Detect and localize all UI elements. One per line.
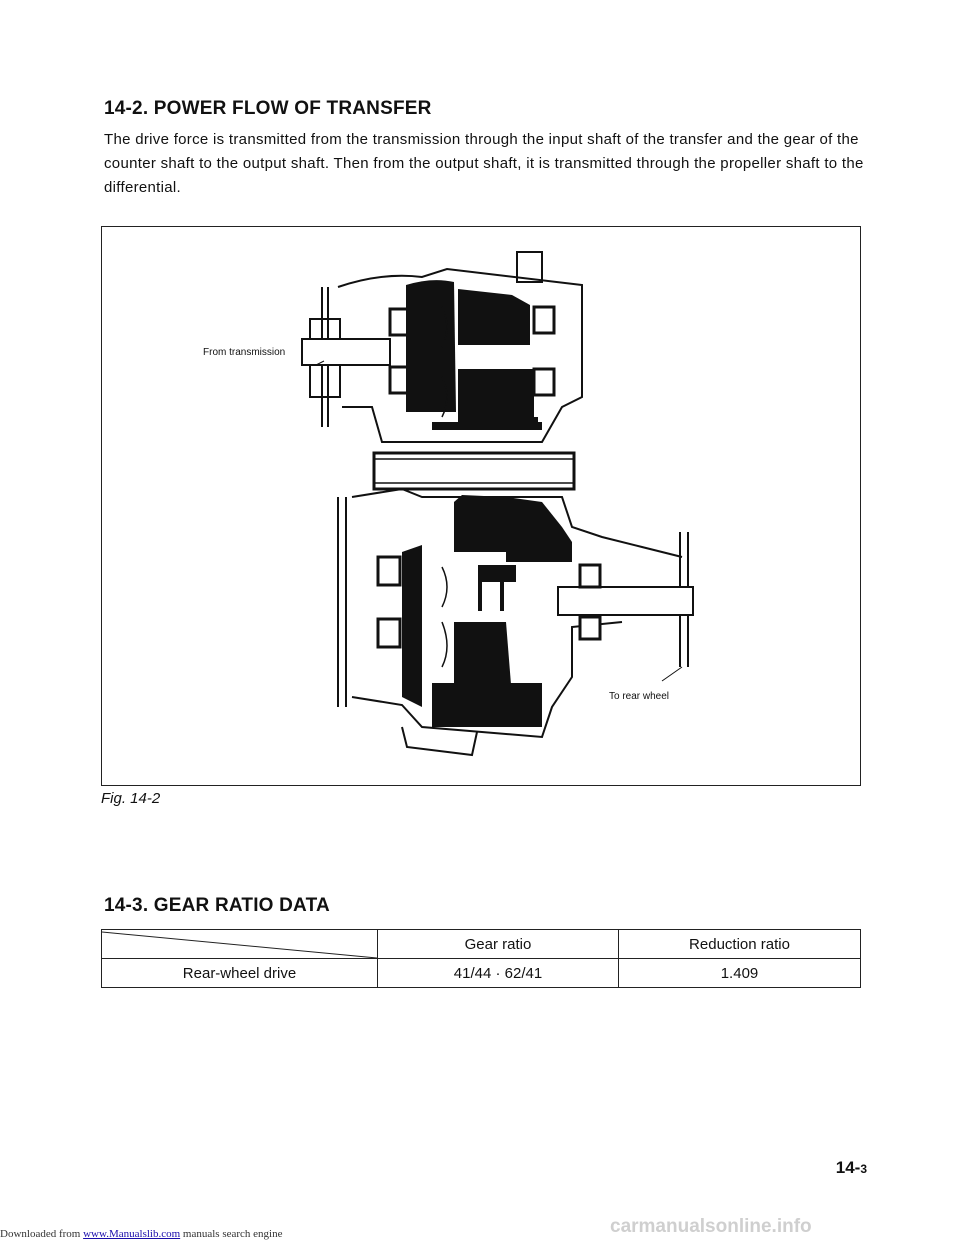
row-label-rear-wheel-drive: Rear-wheel drive [102, 959, 378, 988]
footer-prefix: Downloaded from [0, 1228, 84, 1240]
transfer-diagram-frame [101, 226, 861, 786]
transfer-cross-section-drawing [102, 227, 859, 784]
table-corner-cell [102, 930, 378, 959]
manualslib-link[interactable]: www.Manualslib.com [83, 1228, 181, 1240]
page-number: 14-3 [835, 1158, 867, 1177]
gear-ratio-table [101, 929, 861, 988]
diagonal-slash [102, 930, 377, 958]
watermark: carmanualsonline.info [610, 1216, 812, 1237]
to-rear-wheel-label: To rear wheel [609, 691, 670, 702]
from-transmission-label: From transmission [203, 347, 286, 358]
section-heading-gear-ratio: 14-3. GEAR RATIO DATA [104, 895, 330, 916]
footer-suffix: manuals search engine [180, 1228, 283, 1240]
header-gear-ratio: Gear ratio [378, 930, 619, 959]
cell-reduction-ratio: 1.409 [619, 959, 861, 988]
cell-gear-ratio: 41/44 · 62/41 [378, 959, 619, 988]
table-header-row [102, 930, 861, 959]
header-reduction-ratio: Reduction ratio [619, 930, 861, 959]
power-flow-paragraph: The drive force is transmitted from the transmission through the input shaft of the transfer and the gear of the counter shaft to the output shaft. Then from the output shaft, it is transmitted through the propeller shaft to the differential. [104, 131, 864, 196]
table-row [102, 959, 861, 988]
download-footer [0, 1228, 282, 1240]
figure-caption: Fig. 14-2 [101, 790, 161, 807]
section-heading-power-flow: 14-2. POWER FLOW OF TRANSFER [104, 98, 432, 119]
